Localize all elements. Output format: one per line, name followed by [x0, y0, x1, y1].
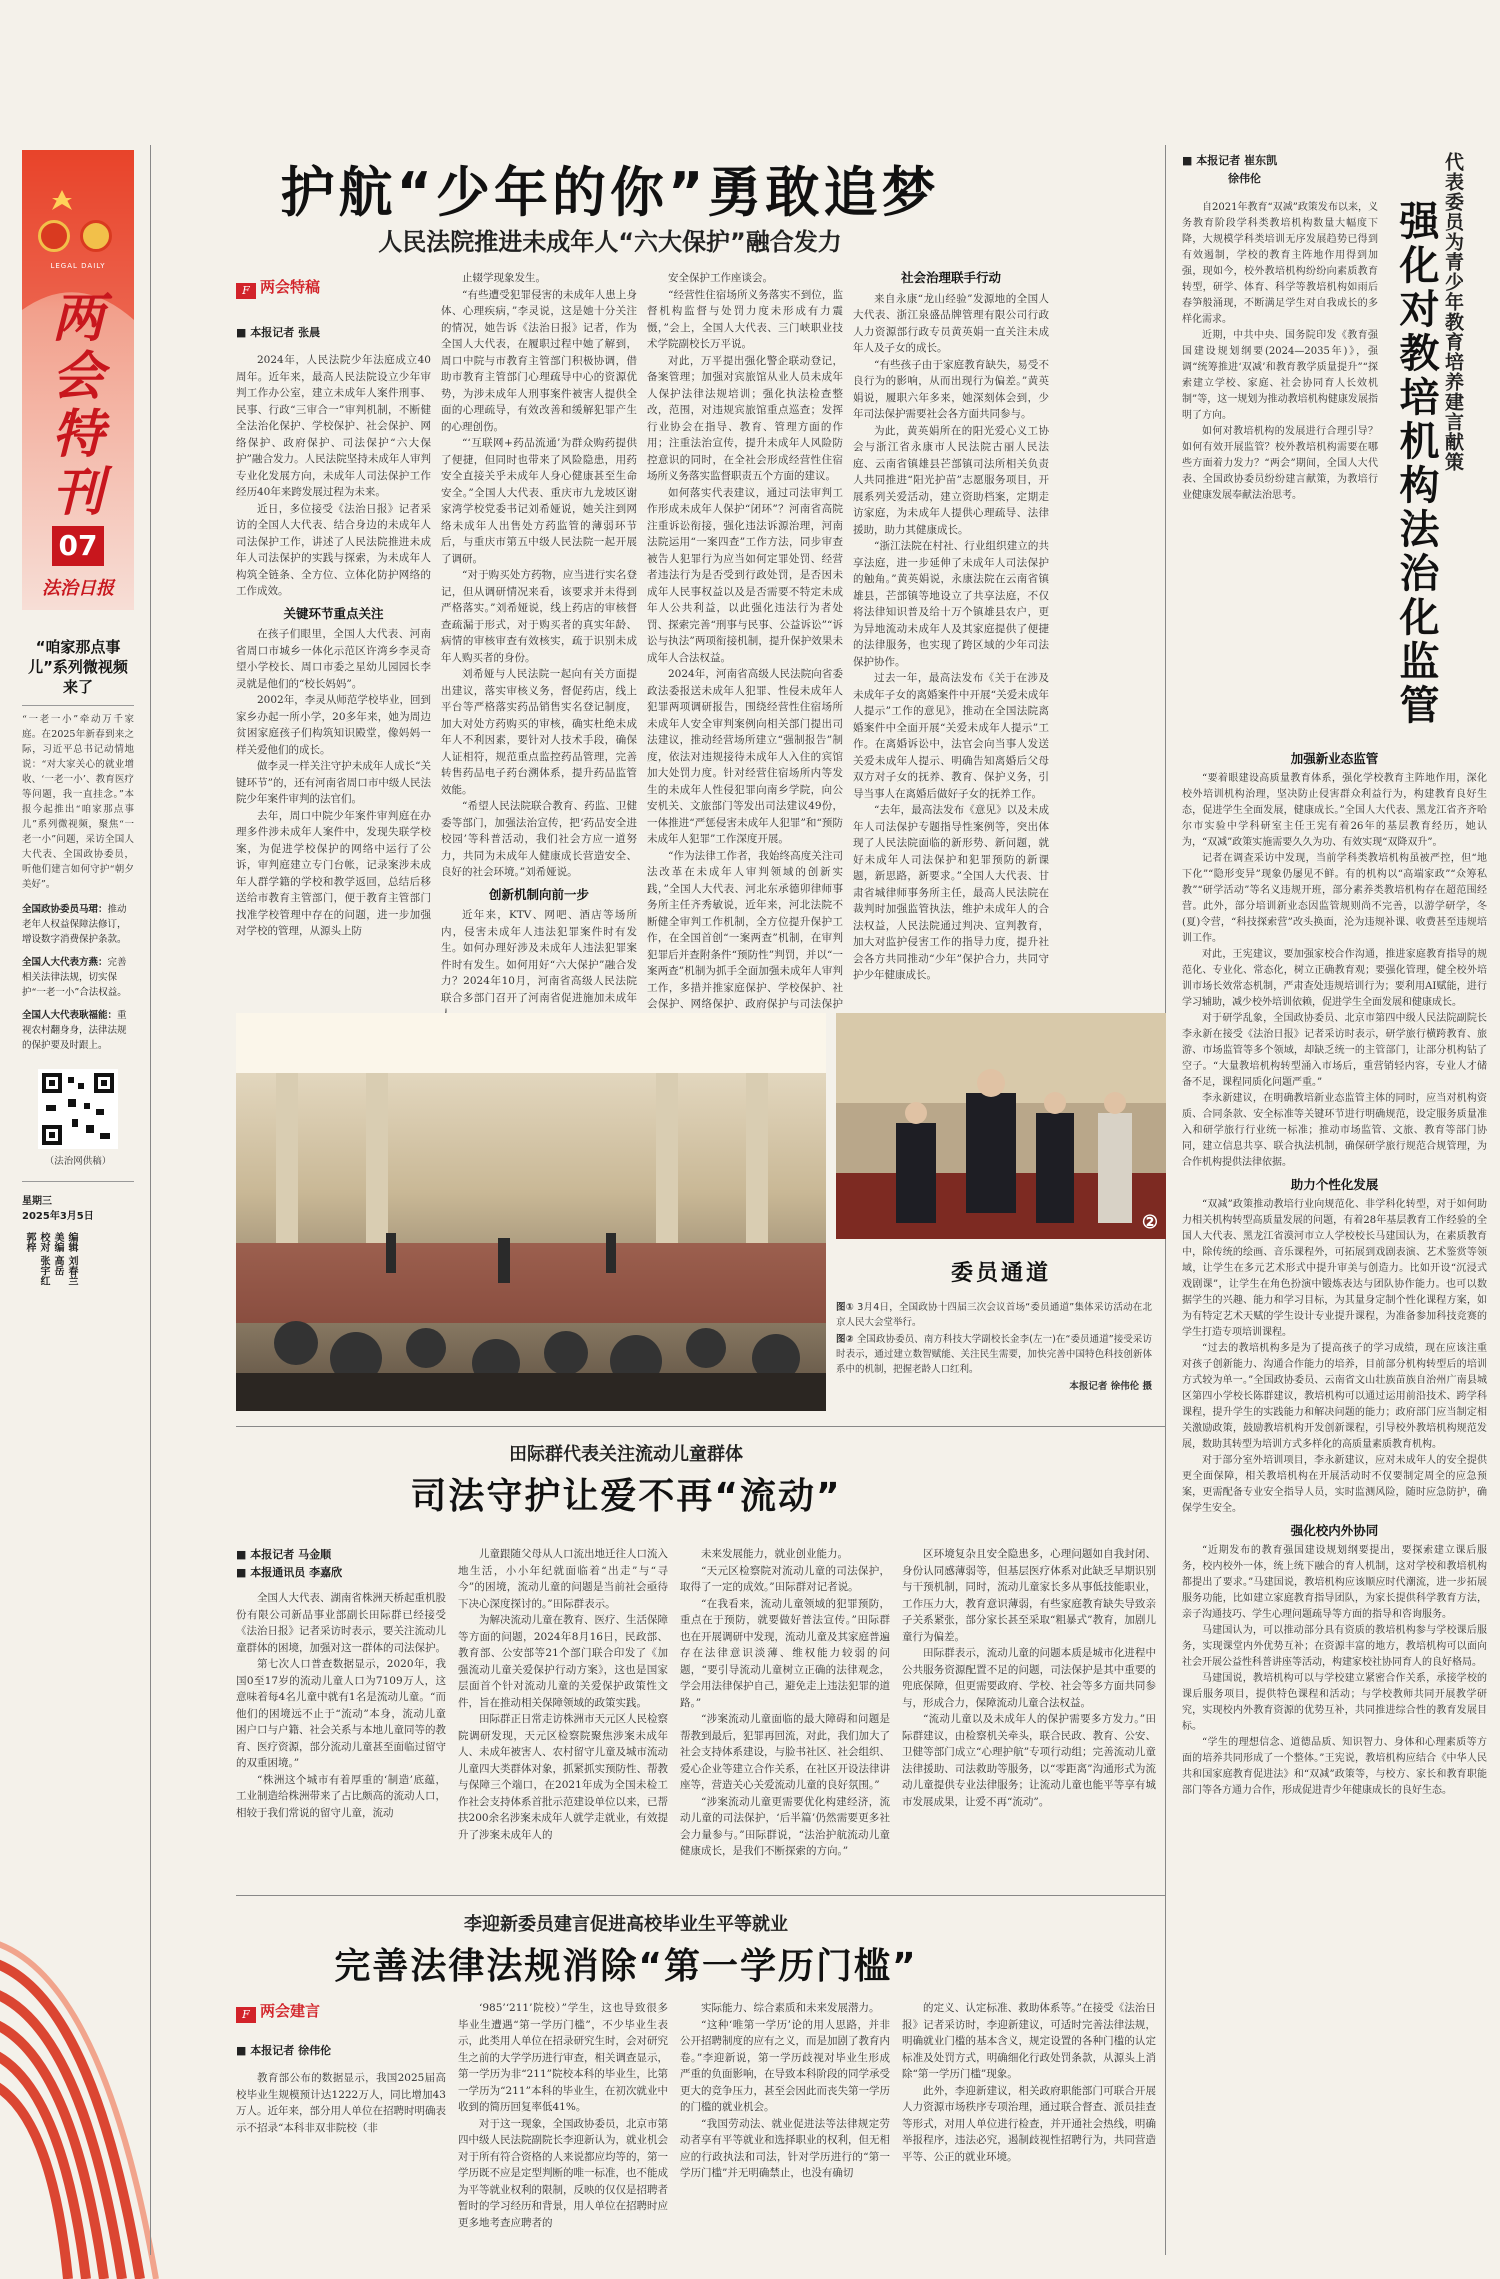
paragraph: 去年，周口中院少年案件审判庭在办理多件涉未成年人案件中，发现失联学校案，为促进学校保护的网络中运行了公诉，审判庭建立专门台帐，记录案涉未成年人群学籍的学校和教学返回，总结后移送给市教育主管部门，便于教育主管部门找准学校管理中存在的问题，进一步加强对学校的管理，从源头上防 — [236, 809, 431, 937]
paragraph: 来自永康“龙山经验”发源地的全国人大代表、浙江泉盛品牌管理有限公司行政人力资源部行政专员黄英娟一直关注未成年人及子女的成长。 — [853, 292, 1049, 354]
paragraph: 马建国说，教培机构可以与学校建立紧密合作关系，承接学校的课后服务项目，提供特色课程和活动；与学校教师共同开展教学研究，实现校内外教育资源的优势互补，共同推进综合性的教育发展目标。 — [1182, 1673, 1487, 1732]
delegate-intro — [1182, 200, 1378, 740]
caption-label: 图① — [836, 1302, 854, 1313]
paragraph: “涉案流动儿童更需要优化构建经济，流动儿童的司法保护，‘后半篇’仍然需要更多社会力量参与。”田际群说，“法治护航流动儿童健康成长，是我们不断探索的方向。” — [680, 1795, 890, 1857]
column-intro: “一老一小”牵动万千家庭。在2025年新春到来之际，习近平总书记动情地说：“对大家关心的就业增收、‘一老一小’、教育医疗等问题，我一直挂念。”本报今起推出“咱家那点事儿”系列微视频，聚焦“一老一小”问题，采访全国人大代表、全国政协委员，听他们建言如何守护“朝夕美好”。 — [22, 714, 134, 890]
story2-kicker: 田际群代表关注流动儿童群体 — [509, 1444, 743, 1465]
section-subhead: 关键环节重点关注 — [283, 605, 384, 621]
paragraph: 为解决流动儿童在教育、医疗、生活保障等方面的问题，2024年8月16日，民政部、教育部、公安部等21个部门联合印发了《加强流动儿童关爱保护行动方案》，这也是国家层面首个针对流动儿童的关爱保护政策性文件，旨在推动相关保障领域的政策实践。 — [458, 1614, 668, 1709]
tag-label: 两会特稿 — [260, 278, 321, 296]
paragraph: 李永新建议，在明确教培新业态监管主体的同时，应当对机构资质、合同条款、安全标准等关键环节进行明确规范，设定服务质量准入和研学旅行行业统一标准；推动市场监管、文旅、教育等部门协同，建立信息共享、联合执法机制，确保研学旅行规范合规管理，为合作机构提供法律依据。 — [1182, 1093, 1487, 1168]
story3-headline: 完善法律法规消除“第一学历门槛” — [334, 1946, 918, 1987]
editors — [22, 1232, 78, 1342]
legal-daily-en: LEGAL DAILY — [50, 262, 106, 270]
paragraph: ‘985’‘211’院校）”学生，这也导致很多毕业生遭遇“第一学历门槛”，不少毕业生表示，此类用人单位在招录研究生时，会对研究生之前的大学学历进行审查，相关调查显示，第一学历为非“211”院校本科的毕业生，比第一学历为“211”本科的毕业生，在初次就业中收到的简历回复率低41%。 — [458, 2002, 668, 2113]
byline-text: 本报记者 崔东凯 — [1196, 154, 1278, 167]
square-icon: ■ — [236, 1548, 251, 1561]
paragraph: 记者在调查采访中发现，当前学科类教培机构虽被严控，但“地下化”“隐形变异”现象仍屡见不鲜。有的机构以“高端家政”“众筹私教”“研学活动”等名义违规开班，部分素养类教培机构存在超范围经营。此外，部分培训新业态因监管规则尚不完善，以游学研学，冬(夏)令营，“科技探索营”改头换面，沦为违规补课、收费甚至违规培训工作。 — [1182, 853, 1487, 944]
top-story-col4 — [853, 270, 1049, 981]
story3-byline — [236, 2042, 331, 2058]
byline-text: 本报记者 马金顺 — [250, 1548, 332, 1561]
brief-3-text: 重视农村翻身身，法律法规的保护要及时跟上。 — [22, 1010, 127, 1051]
photo-art — [236, 1013, 826, 1411]
editor-name: 郭梓 — [24, 1232, 35, 1252]
paragraph: 全国人大代表、湖南省株洲天桥起重机股份有限公司新品事业部副长田际群已经接受《法治日报》记者采访时表示，要关注流动儿童群体的困境，加强对这一群体的司法保护。 — [236, 1592, 446, 1654]
paragraph: “天元区检察院对流动儿童的司法保护，取得了一定的成效。”田际群对记者说。 — [680, 1564, 890, 1593]
paragraph: 为此，黄英娟所在的阳光爱心义工协会与浙江省永康市人民法院古丽人民法庭、云南省镇雄县芒部镇司法所相关负责人共同推进“阳光护苗”志愿服务项目，开展系列关爱活动，建立资助档案，定期走访家庭，为未成年人提供心理疏导、法律援助，助力其健康成长。 — [853, 424, 1049, 536]
photo-mark: ② — [1141, 1212, 1158, 1233]
story2-col1 — [236, 1590, 446, 1880]
tag-icon: F — [236, 283, 256, 299]
brief-3 — [22, 1008, 134, 1053]
paragraph: 安全保护工作座谈会。 — [668, 272, 773, 284]
square-icon: ■ — [1182, 154, 1197, 167]
paragraph: 教育部公布的数据显示，我国2025届高校毕业生规模预计达1222万人，同比增加43万人。近年来，部分用人单位在招聘时明确表示不招录“本科非双非院校（非 — [236, 2072, 446, 2134]
editor-role: 校对 — [38, 1232, 49, 1252]
top-subhead: 人民法院推进未成年人“六大保护”融合发力 — [378, 228, 842, 256]
story2-headline: 司法守护让爱不再“流动” — [410, 1476, 842, 1517]
paragraph: “我国劳动法、就业促进法等法律规定劳动者享有平等就业和选择职业的权利，但无相应的行政执法和司法，针对学历进行的“第一学历门槛”并无明确禁止，也没有确切 — [680, 2117, 890, 2179]
caption-label: 图② — [836, 1334, 854, 1345]
decorative-stripes — [0, 1819, 180, 2279]
brief-1-text: 推动老年人权益保障法修订，增设数字消费保护条款。 — [22, 904, 127, 945]
byline-text: 本报记者 徐伟伦 — [250, 2044, 332, 2057]
paragraph: 做李灵一样关注守护未成年人成长“关键环节”的，还有河南省周口市中级人民法院少年案件审判的法官们。 — [236, 760, 431, 805]
paragraph: 2024年，人民法院少年法庭成立40周年。近年来，最高人民法院设立少年审判工作办公室，建立未成年人案件刑事、民事、行政“三审合一”审判机制，不断健全法治化保护、学校保护、社会保护、网络保护、政府保护、司法保护“六大保护”融合发力。人民法院坚持未成年人审判专业化发展方向，未成年人司法保护工作经历40年来跨发展过程为未来。 — [236, 354, 431, 498]
paragraph: 2002年，李灵从师范学校毕业，回到家乡办起一所小学，20多年来，她为周边贫困家庭孩子们构筑知识殿堂，像妈妈一样关爱他们的成长。 — [236, 694, 431, 756]
byline-text: 本报通讯员 李嘉欣 — [250, 1566, 343, 1579]
paragraph: 刘希娅与人民法院一起向有关方面提出建议，落实审核义务，督促药店，线上平台等严格落实药品销售实名登记制度，加大对处方药购买的审核，确实杜绝未成年人不利因素，要针对人技术手段，确保人证相符，规范重点监控药品管理，完善转售药品电子药台溯体系，提升药品监管效能。 — [441, 668, 637, 796]
tag-label: 两会建言 — [260, 2002, 321, 2020]
story3-col4 — [902, 2000, 1156, 2260]
paragraph: “作为法律工作者，我始终高度关注司法改革在未成年人审判领域的创新实践，”全国人大代表、河北东承德卯律师事务所主任齐秀敏说，近年来，河北法院不断健全审判工作机制，全方位提升保护工作，在全国首创“一案两查”机制，在审判犯罪后并查附条件“预防性”判罚，并以“一案两查”机制为抓手全面加强未成年人审判工作，多措并推家庭保护、学校保护、社会保护、网络保护、政府保护与司法保护 — [647, 849, 843, 1010]
photo-art — [836, 1013, 1166, 1239]
delegate-kicker: 代表委员为青少年教育培养建言献策 — [1442, 152, 1464, 472]
paragraph: “双减”政策推动教培行业向规范化、非学科化转型，对于如何助力相关机构转型高质量发展的问题，有着28年基层教育工作经验的全国人大代表、黑龙江省漠河市立人学校校长马建国认为，在素质教育中，除传统的绘画、音乐课程外，可拓展到戏剧表演、艺术鉴赏等领域，让学生在多元艺术形式中提升审美与创造力。比如开设“沉浸式戏剧课”，让学生在角色扮演中锻炼表达与团队协作能力。也可以数据学生的兴趣、能力和学习目标，为其量身定制个性化课程方案，如为有特定艺术天赋的学生设计专业提升课程，为准备参加科技竞赛的学生打造专项培训课程。 — [1182, 1199, 1487, 1338]
page-number: 07 — [52, 526, 104, 566]
square-icon: ■ — [236, 1566, 251, 1579]
paragraph: 区环境复杂且安全隐患多，心理问题如自我封闭、身份认同感薄弱等，但基层医疗体系对此缺乏早期识别与干预机制，同时，流动儿童家长多从事低技能职业，工作压力大，教育意识薄弱，有些家庭教育缺失导致亲子关系紧张，部分家长甚至采取“粗暴式”教育，加剧儿童行为偏差。 — [902, 1548, 1156, 1643]
national-emblem-icon — [38, 220, 70, 252]
paragraph: 实际能力、综合素质和未来发展潜力。 — [701, 2002, 880, 2014]
paragraph: 如何对教培机构的发展进行合理引导？如何有效开展监管？校外教培机构需要在哪些方面着力发力？“两会”期间，全国人大代表、全国政协委员纷纷建言献策，为教培行业健康发展奉献法治思考。 — [1182, 426, 1378, 501]
brief-1 — [22, 902, 134, 947]
section-subhead: 强化校内外协同 — [1290, 1523, 1379, 1538]
qr-caption: （法治网供稿） — [44, 1156, 112, 1167]
paragraph: “株洲这个城市有着厚重的‘制造’底蕴，工业制造给株洲带来了占比颇高的流动人口，相较于我们常说的留守儿童，流动 — [236, 1773, 446, 1819]
paragraph: “学生的理想信念、道德品质、知识智力、身体和心理素质等方面的培养共同形成了一个整体。”王宪说，教培机构应结合《中华人民共和国家庭教育促进法》和“双减”政策等，与校方、家长和教育职能部门等各方通力合作，形成促进青少年健康成长的良好生态。 — [1182, 1737, 1487, 1796]
paragraph: 在孩子们眼里，全国人大代表、河南省周口市城乡一体化示范区许湾乡李灵奇望小学校长、周口市委之星幼儿园园长李灵就是他们的“校长妈妈”。 — [236, 628, 431, 690]
editor-name: 刘春兰 — [66, 1255, 77, 1286]
photo-committee-hall — [236, 1013, 826, 1411]
special-issue-title: 两会特刊 — [51, 288, 104, 523]
paragraph: “在我看来，流动儿童领域的犯罪预防，重点在于预防，就要做好普法宣传。”田际群也在开展调研中发现，流动儿童及其家庭普遍存在法律意识淡薄、维权能力较弱的问题，“要引导流动儿童树立正确的法律观念，学会用法律保护自己，避免走上违法犯罪的道路。” — [680, 1597, 890, 1709]
paper-name: 法治日报 — [42, 578, 114, 599]
photo-credit: 本报记者 徐伟伦 摄 — [1069, 1381, 1152, 1392]
paragraph: “流动儿童以及未成年人的保护需要多方发力。”田际群建议，由检察机关牵头，联合民政、教育、公安、卫健等部门成立“心理护航”专项行动组；完善流动儿童法律援助、司法救助等服务，以“零距离”沟通形式为流动儿童提供专业法律服务；让流动儿童也能平等享有城市发展成果，让爱不再“流动”。 — [902, 1713, 1156, 1808]
paragraph: 近期，中共中央、国务院印发《教育强国建设规划纲要(2024—2035年)》，强调“统筹推进‘双减’和教育教学质量提升”“探索建立学校、家庭、社会协同育人长效机制”等，这一规划为推动教培机构健康发展指明了方向。 — [1182, 330, 1378, 421]
byline-text: 本报记者 张晨 — [250, 326, 321, 339]
brief-2-text: 完善相关法律法规，切实保护“一老一小”合法权益。 — [22, 957, 127, 998]
story3-tag — [236, 2000, 320, 2023]
paragraph: 对于部分室外培训项目，李永新建议，应对未成年人的安全提供更全面保障，相关教培机构在开展活动时不仅要制定周全的应急预案，更需配备专业安全指导人员，实时监测风险，随时应急防护，确保学生安全。 — [1182, 1455, 1487, 1514]
caption-text: 全国政协委员、南方科技大学副校长金李(左一)在“委员通道”接受采访时表示，通过建立数智赋能、关注民生需要，加快完善中国特色科技创新体系中的机制，把握老龄人口红利。 — [836, 1334, 1152, 1375]
paragraph: 马建国认为，可以推动部分具有资质的教培机构参与学校课后服务，实现课堂内外优势互补；在资源丰富的地方，教培机构可以面向社会开展公益性科普讲座等活动，构建家校社协同育人的良好格局。 — [1182, 1625, 1487, 1668]
date-weekday: 星期三 — [22, 1196, 52, 1207]
paragraph: 过去一年，最高法发布《关于在涉及未成年子女的离婚案件中开展“关爱未成年人提示”工作的意见》，推动在全国法院离婚案件中全面开展“关爱未成年人提示”工作。在离婚诉讼中，法官会向当事人发送关爱未成年人提示、明确告知离婚后父母双方对子女的抚养、教育、保护义务，引导当事人在离婚后做好子女的抚养工作。 — [853, 672, 1049, 800]
qr-code-icon[interactable] — [38, 1069, 118, 1149]
caption-text: 3月4日，全国政协十四届三次会议首场“委员通道”集体采访活动在北京人民大会堂举行。 — [836, 1302, 1152, 1328]
paragraph: 此外，李迎新建议，相关政府职能部门可联合开展人力资源市场秩序专项治理，通过联合督查、派员挂查等形式，对用人单位进行检查，并开通社会热线，明确举报程序，违法必究，遏制歧视性招聘行为，共同营造平等、公正的就业环境。 — [902, 2084, 1156, 2163]
paragraph: “经营性住宿场所义务落实不到位，监督机构监督与处罚力度未形成有力震慑，”会上，全国人大代表、三门峡职业技术学院副校长万平说。 — [647, 288, 843, 350]
section-subhead: 加强新业态监管 — [1290, 751, 1379, 766]
top-story-col3 — [647, 270, 843, 1010]
paragraph: “浙江法院在村社、行业组织建立的共享法庭，进一步延伸了未成年人司法保护的触角。”黄英娟说，永康法院在云南省镇雄县，芒部镇等地设立了共享法庭，不仅将法律知识普及给十万个镇雄县农户，更为异地流动未成年人及其家庭提供了便捷的法律服务，也实现了跨区域的少年司法保护协作。 — [853, 540, 1049, 668]
paragraph: 的定义、认定标准、救助体系等。”在接受《法治日报》记者采访时，李迎新建议，可适时完善法律法规，明确就业门槛的基本含义，规定设置的各种门槛的认定标准及处罚方式，明确细化行政处罚条款，从源头上消除“第一学历门槛”现象。 — [902, 2002, 1156, 2080]
story3-col3 — [680, 2000, 890, 2260]
story3-kicker: 李迎新委员建言促进高校毕业生平等就业 — [464, 1914, 788, 1935]
paragraph: “近期发布的教育强国建设规划纲要提出，要探索建立课后服务，校内校外一体，统上统下融合的育人机制，这对学校和教培机构都提出了要求。”马建国说，教培机构应该顺应时代潮流，进一步拓展服务功能，比如建立家庭教育指导团队，为家长提供科学教育方法，亲子沟通技巧、学生心理问题疏导等方面的指导和咨询服务。 — [1182, 1545, 1487, 1620]
square-icon: ■ — [236, 2044, 251, 2057]
top-story-tag — [236, 276, 320, 299]
paragraph: 田际群正日常走访株洲市天元区人民检察院调研发现，天元区检察院聚焦涉案未成年人、未成年被害人、农村留守儿童及城市流动儿童四大类群体对象，抓紧抓实预防性、帮教与保障三个端口，在2021年成为全国未检工作社会支持体系首批示范建设单位以来，已帮扶200余名涉案未成年人就学走就业，有效提升了涉案未成年人的 — [458, 1713, 668, 1841]
story2-byline — [236, 1546, 396, 1582]
story3-col2 — [458, 2000, 668, 2260]
story2-col2 — [458, 1546, 668, 1880]
delegate-headline: 强化对教培机构法治化监管 — [1393, 200, 1439, 728]
delegate-body — [1182, 745, 1487, 2260]
paragraph: 如何落实代表建议，通过司法审判工作形成未成年人保护“闭环”？河南省高院注重诉讼衔接，强化违法诉源治理，河南法院运用“一案四查”工作方法，同步审查被告人犯罪行为应当如何定罪处罚、经营者违法行为是否受到行政处罚，是否因未成年人民事权益以及是否需要不特定未成年人公共利益，以此强化违法行为者处罚、探索完善“刑事与民事、公益诉讼”“诉讼与执法”两项衔接机制，提升保护效果未成年人合法权益。 — [647, 486, 843, 664]
brief-2-author: 全国人大代表方燕： — [22, 957, 108, 968]
paragraph: “过去的教培机构多是为了提高孩子的学习成绩，现在应该注重对孩子创新能力、沟通合作能力的培养，目前部分机构转型后的培训方式较为单一。”全国政协委员、云南省文山壮族苗族自治州广南县城区第四小学校长陈群建议，教培机构可以通过运用前沿技术、跨学科课程，提升学生的实践能力和解决问题的能力；政府部门应当制定相关激励政策，鼓励教培机构开发创新课程，引导校外教培机构规范发展，数助其转型为培训方式多样化的高质量素质教育机构。 — [1182, 1343, 1487, 1450]
paragraph: 止辍学现象发生。 — [462, 272, 546, 284]
paragraph: “有些遭受犯罪侵害的未成年人患上身体、心理疾病，”李灵说，这是她十分关注的情况，她告诉《法治日报》记者，作为全国人大代表，在履职过程中她了解到，周口中院与市教育主管部门积极协调，借助市教育主管部门心理疏导中心的资源优势，为涉未成年人刑事案件被害人提供全面的心理疏导，有效改善和缓解犯罪产生的心理创伤。 — [441, 288, 637, 433]
top-headline: 护航“少年的你”勇敢追梦 — [280, 161, 940, 224]
editor-name: 张宇红 — [38, 1255, 49, 1286]
tag-icon: F — [236, 2007, 256, 2023]
brief-1-author: 全国政协委员马珺： — [22, 904, 108, 915]
paragraph: 第七次人口普查数据显示，2020年，我国0至17岁的流动儿童人口为7109万人，这意味着每4名儿童中就有1名是流动儿童。“而他们的困境远不止于“流动”本身，流动儿童困户口与户籍、社会关系与本地儿童同等的教育、医疗资源，部分流动儿童甚至面临过留守的双重困境。” — [236, 1658, 446, 1769]
section-subhead: 社会治理联手行动 — [900, 270, 1001, 285]
paragraph: 近日，多位接受《法治日报》记者采访的全国人大代表、结合身边的未成年人司法保护工作，讲述了人民法院推进未成年人司法保护的实践与探索，为未成年人构筑全链条、全方位、立体化防护网络的工作成效。 — [236, 502, 431, 597]
paragraph: 对此，万平提出强化警企联动登记，备案管理；加强对宾旅馆从业人员未成年人保护法律法规培训；强化执法检查整改，范围，对违规宾旅馆重点巡查；发挥行业协会在指导、教育、管理方面的作用；注重法治宣传，提升未成年人风险防控意识的同时，在全社会形成经营性住宿场所义务落实监督职责五个方面的建议。 — [647, 354, 843, 482]
paragraph: “‘互联网+药品流通’为群众购药提供了便捷，但同时也带来了风险隐患，用药安全直接关乎未成年人身心健康甚至生命安全。”全国人大代表、重庆市九龙坡区谢家湾学校党委书记刘希娅说，她关注到网络未成年人出售处方药监管的薄弱环节后，与重庆市第五中级人民法院一起开展了调研。 — [441, 437, 637, 565]
editor-name: 高岳 — [52, 1255, 63, 1276]
paragraph: “要着眼建设高质量教育体系，强化学校教育主阵地作用，深化校外培训机构治理，坚决防止侵害群众利益行为，构建教育良好生态，促进学生全面发展，健康成长。”全国人大代表、黑龙江省齐齐哈尔市实验中学科研室主任王宪有着26年的基层教育经历，她认为，“双减”政策实施需要久久为功、有效实现“双降双升”。 — [1182, 773, 1487, 848]
top-story-byline — [236, 324, 320, 340]
paragraph: 自2021年教育“双减”政策发布以来，义务教育阶段学科类教培机构数量大幅度下降，大规模学科类培训无序发展趋势已得到有效遏制，学校的教育主阵地作用得到加强，现如今，校外教培机构纷纷向素质教育转型，研学、体育、科学等教培机构如雨后春笋般涌现，不断满足学生对自我成长的多样化需求。 — [1182, 202, 1378, 325]
story2-col3 — [680, 1546, 890, 1880]
photo-caption — [836, 1300, 1152, 1394]
editor-role: 美编 — [52, 1232, 63, 1252]
story2-col4 — [902, 1546, 1156, 1880]
byline-text: 徐伟伦 — [1228, 172, 1261, 185]
editor-role: 编辑 — [66, 1232, 77, 1252]
issue-date: 2025年3月5日 — [22, 1211, 94, 1222]
photo-committee-member — [836, 1013, 1166, 1239]
square-icon: ■ — [236, 326, 251, 339]
cppcc-emblem-icon — [80, 220, 112, 252]
paragraph: “这种‘唯第一学历’论的用人思路，并非公开招聘制度的应有之义，而是加剧了教育内卷。”李迎新说，第一学历歧视对毕业生形成严重的负面影响，在导致本科阶段的同学承受更大的竞争压力，甚至会因此而丧失第一学历的门槛的就业机会。 — [680, 2018, 890, 2113]
paragraph: “涉案流动儿童面临的最大障碍和问题是帮教到最后，犯罪再回流，对此，我们加大了社会支持体系建设，与脸书社区、社会组织、爱心企业等建立合作关系，在社区开设法律讲座等，营造关心关爱流动儿童的良好氛围。” — [680, 1713, 890, 1791]
brief-2 — [22, 955, 134, 1000]
paragraph: 儿童跟随父母从人口流出地迁往人口流入地生活，小小年纪就面临着“出走”与“寻今”的困境，流动儿童的问题是当前社会亟待下决心深度探讨的。”田际群表示。 — [458, 1548, 668, 1610]
brief-3-author: 全国人大代表耿福能： — [22, 1010, 118, 1021]
paragraph: 田际群表示，流动儿童的问题本质是城市化进程中公共服务资源配置不足的问题，司法保护是其中重要的兜底保障，但更需要政府、学校、社会等多方面共同参与，形成合力，保障流动儿童合法权益。 — [902, 1647, 1156, 1709]
paragraph: 2024年，河南省高级人民法院向省委政法委报送未成年人犯罪、性侵未成年人犯罪两项调研报告，围绕经营性住宿场所未成年人安全审判案例向相关部门提出司法建议，推动经营场所建立“强制报告”制度，依法对违规接待未成年人入住的宾馆加大处罚力度。针对经营住宿场所内等发生的未成年人性侵犯罪向南乡学院，向公安机关、文旅部门等发出司法建议49份，一体推进“严惩侵害未成年人犯罪”和“预防未成年人犯罪”工作深度开展。 — [647, 668, 843, 845]
section-subhead: 助力个性化发展 — [1290, 1177, 1379, 1192]
left-sidebar — [22, 625, 134, 1342]
paragraph: 对于研学乱象，全国政协委员、北京市第四中级人民法院副院长李永新在接受《法治日报》记者采访时表示，研学旅行横跨教育、旅游、市场监管等多个领域，却缺乏统一的主管部门，让部分机构钻了空子。“大量教培机构转型涌入市场后，重营销轻内容，专业人才储备不足，课程同质化问题严重。” — [1182, 1013, 1487, 1088]
paragraph: 对于这一现象，全国政协委员，北京市第四中级人民法院副院长李迎新认为，就业机会对于所有符合资格的人来说都应均等的，第一学历既不应是定型判断的唯一标准，也不能成为平等就业权利的限制，反映的仅仅是招聘者暂时的学习经历和背景，用人单位在招聘时应更多地考查应聘者的 — [458, 2117, 668, 2229]
paragraph: 近年来，KTV、网吧、酒店等场所内，侵害未成年人违法犯罪案件时有发生。如何办理好涉及未成年人违法犯罪案件时有发生。如何用好“六大保护”融合发力？2024年10月，河南省高级人民法院联合多部门召开了河南省促进施加未成年 — [441, 909, 637, 1004]
photo-block-title: 委员通道 — [950, 1261, 1051, 1286]
story3-col1 — [236, 2070, 446, 2260]
delegate-byline — [1182, 152, 1277, 188]
paragraph: “对于购买处方药物，应当进行实名登记，但从调研情况来看，该要求并未得到严格落实。”刘希娅说，线上药店的审核督查疏漏于形式，对于购买者的真实年龄、病情的审核审查有效核实，疏于识别未成年人购买者的身份。 — [441, 569, 637, 664]
column-title: “咱家那点事儿”系列微视频来了 — [28, 638, 128, 696]
paragraph: “希望人民法院联合教育、药监、卫健委等部门，加强法治宣传，把‘药品安全进校园’等科普活动，我们社会方应一道努力，共同为未成年人健康成长营造安全、良好的社会环境。”刘希娅说。 — [441, 800, 637, 878]
paragraph: 对此，王宪建议，要加强家校合作沟通，推进家庭教育指导的规范化、专业化、常态化，树立正确教育观；要强化管理，健全校外培训市场长效常态机制，严肃查处违规培训行为；要利用AI赋能，进行学习辅助，减少校外培训依赖，促进学生全面发展和健康成长。 — [1182, 949, 1487, 1008]
paragraph: 未来发展能力，就业创业能力。 — [701, 1548, 848, 1560]
paragraph: “去年，最高法发布《意见》以及未成年人司法保护专题指导性案例等，突出体现了人民法院面临的新形势、新问题，就好未成年人司法保护和犯罪预防的新课题，新思路，新要求。”全国人大代表、甘肃省城律师事务所主任，最高人民法院在裁判时加强监管执法，维护未成年人的合法权益，人民法院通过判决、宣判教育，加大对监护侵害工作的指导力度，提升社会各方共同推动“少年”保护合力，共同守护少年健康成长。 — [853, 804, 1049, 981]
paragraph: “有些孩子由于家庭教育缺失，易受不良行为的影响，从而出现行为偏差。”黄英娟说，履职六年多来，她深刻体会到，少年司法保护需要社会各方面共同参与。 — [853, 358, 1049, 420]
top-story-col1 — [236, 352, 431, 937]
section-subhead: 创新机制向前一步 — [488, 886, 589, 902]
top-story-col2 — [441, 270, 637, 1004]
